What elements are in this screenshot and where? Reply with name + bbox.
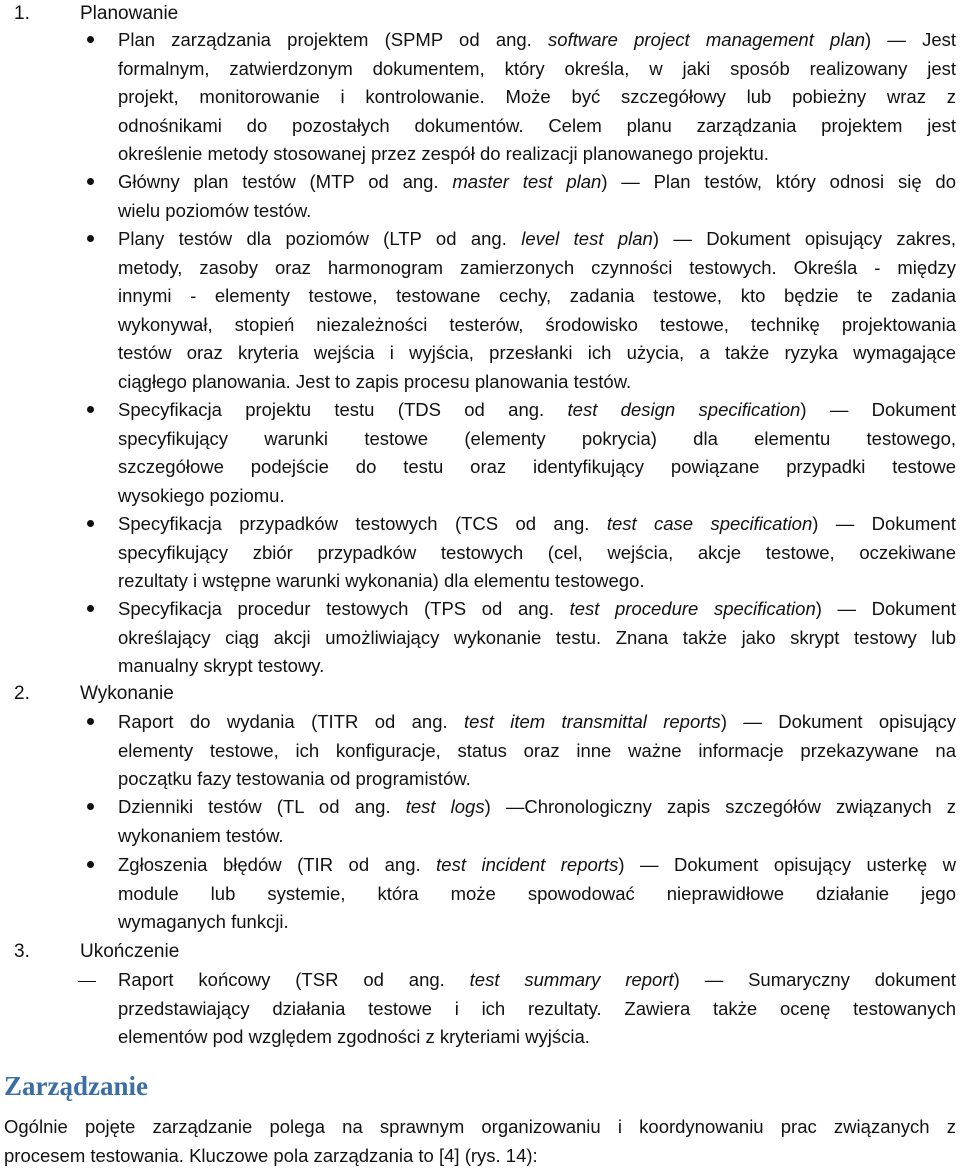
- text-segment: elementy testowe, ich konfiguracje, status oraz inne ważne informacje przekazywane na: [118, 739, 956, 761]
- list-item: [118, 595, 956, 681]
- text-segment: ) ― Jest: [865, 29, 957, 50]
- term-english: test case specification: [606, 513, 813, 534]
- list-item-line: [118, 851, 956, 880]
- list-item-line: [118, 254, 956, 283]
- list-item-line: [118, 822, 956, 851]
- text-segment: elementów pod względem zgodności z kryteriami wyjścia.: [118, 1026, 590, 1047]
- list-item: [118, 966, 956, 1052]
- text-segment: metody, zasoby oraz harmonogram zamierzonych czynności testowych. Określa - między: [118, 256, 956, 278]
- text-segment: wysokiego poziomu.: [118, 484, 285, 506]
- list-item-line: [118, 425, 956, 454]
- text-segment: ) ― Plan testów, który odnosi się do: [601, 171, 956, 192]
- section-title: Planowanie: [80, 3, 179, 24]
- list-item: [118, 26, 956, 169]
- term-english: test design specification: [567, 399, 801, 420]
- list-item-line: [118, 765, 956, 794]
- list-item-line: [118, 368, 956, 397]
- list-item-line: [118, 1023, 956, 1052]
- list-item: [118, 225, 956, 396]
- term-english: level test plan: [521, 228, 653, 249]
- list-item-line: [118, 624, 956, 653]
- term-english: test incident reports: [436, 854, 619, 875]
- text-segment: projekt, monitorowanie i kontrolowanie. Może być szczegółowy lub pobieżny wraz z: [118, 86, 956, 107]
- paragraph-line: procesem testowania. Kluczowe pola zarządzania to [4] (rys. 14):: [4, 1144, 538, 1166]
- list-item-line: [118, 793, 956, 822]
- term-english: test summary report: [469, 969, 674, 990]
- text-segment: określenie metody stosowanej przez zespół do realizacji planowanego projektu.: [118, 143, 769, 164]
- text-segment: formalnym, zatwierdzonym dokumentem, który określa, w jaki sposób realizowany jest: [118, 57, 956, 79]
- text-segment: ) ― Dokument: [815, 598, 956, 619]
- text-segment: ) ― Sumaryczny dokument: [673, 969, 956, 990]
- list-item-line: [118, 112, 956, 141]
- list-item-line: [118, 510, 956, 539]
- list-item-line: [118, 197, 956, 226]
- text-segment: innymi - elementy testowe, testowane cechy, zadania testowe, kto będzie te zadania: [118, 285, 956, 306]
- list-item: [118, 793, 956, 850]
- list-item-line: [118, 282, 956, 311]
- text-segment: ) ― Dokument: [800, 399, 956, 420]
- text-segment: specyfikujący warunki testowe (elementy pokrycia) dla elementu testowego,: [118, 427, 956, 449]
- text-segment: przedstawiający działania testowe i ich rezultaty. Zawiera także ocenę testowanych: [118, 997, 956, 1019]
- intro-paragraph: [4, 1112, 956, 1169]
- section-number: 3.: [14, 941, 30, 962]
- term-english: test procedure specification: [569, 598, 816, 619]
- bullet-icon: [83, 26, 97, 55]
- list-item-line: [118, 482, 956, 511]
- bullet-icon: [83, 708, 97, 737]
- text-segment: manualny skrypt testowy.: [118, 655, 325, 676]
- text-segment: wymaganych funkcji.: [118, 911, 289, 932]
- list-item: [118, 168, 956, 225]
- text-segment: ) ― Dokument: [812, 513, 956, 534]
- list-item-line: [118, 595, 956, 624]
- list-item-line: [118, 396, 956, 425]
- text-segment: Raport końcowy (TSR od ang.: [118, 969, 470, 990]
- list-item: [118, 851, 956, 937]
- text-segment: Specyfikacja przypadków testowych (TCS od ang.: [118, 513, 607, 534]
- list-item-line: [118, 225, 956, 254]
- paragraph-line: Ogólnie pojęte zarządzanie polega na sprawnym organizowaniu i koordynowaniu prac związanych z: [4, 1116, 956, 1137]
- term-english: software project management plan: [548, 29, 866, 50]
- text-segment: Główny plan testów (MTP od ang.: [118, 171, 453, 192]
- text-segment: początku fazy testowania od programistów.: [118, 768, 471, 789]
- section-planowanie: [14, 0, 178, 28]
- text-segment: wykonywał, stopień niezależności testerów, środowisko testowe, technikę projektowania: [118, 313, 956, 335]
- list-item-line: [118, 311, 956, 340]
- list-item-line: [118, 880, 956, 909]
- list-item-line: [118, 966, 956, 995]
- list-item-line: [118, 567, 956, 596]
- term-english: master test plan: [452, 171, 602, 192]
- section-number: 2.: [14, 683, 30, 704]
- list-item: [118, 510, 956, 596]
- list-item-line: [118, 453, 956, 482]
- text-segment: ) ―Chronologiczny zapis szczegółów związanych z: [484, 796, 956, 817]
- text-segment: szczegółowe podejście do testu oraz identyfikujący powiązane przypadki testowe: [118, 456, 956, 477]
- list-item-line: [118, 55, 956, 84]
- text-segment: specyfikujący zbiór przypadków testowych (cel, wejścia, akcje testowe, oczekiwane: [118, 541, 956, 563]
- list-item: [118, 708, 956, 794]
- section-number: 1.: [14, 3, 30, 24]
- list-item-line: [118, 140, 956, 169]
- section-wykonanie: [14, 680, 174, 708]
- bullet-icon: [83, 168, 97, 197]
- bullet-icon: [83, 595, 97, 624]
- text-segment: ciągłego planowania. Jest to zapis procesu planowania testów.: [118, 370, 632, 392]
- text-segment: Specyfikacja procedur testowych (TPS od ang.: [118, 598, 570, 619]
- dash-icon: [83, 966, 97, 995]
- text-segment: Raport do wydania (TITR od ang.: [118, 711, 465, 732]
- list-item: [118, 396, 956, 510]
- text-segment: Zgłoszenia błędów (TIR od ang.: [118, 854, 437, 875]
- text-segment: testów oraz kryteria wejścia i wyjścia, przesłanki ich użycia, a także ryzyka wymagające: [118, 342, 956, 363]
- section-ukonczenie: [14, 938, 179, 966]
- list-item-line: [118, 652, 956, 681]
- text-segment: wykonaniem testów.: [118, 824, 284, 846]
- list-item-line: [118, 26, 956, 55]
- list-item-line: [118, 708, 956, 737]
- text-segment: ) ― Dokument opisujący: [720, 711, 957, 732]
- list-item-line: [118, 83, 956, 112]
- bullet-icon: [83, 793, 97, 822]
- list-item-line: [118, 168, 956, 197]
- text-segment: odnośnikami do pozostałych dokumentów. Celem planu zarządzania projektem jest: [118, 114, 956, 136]
- heading-zarzadzanie: Zarządzanie: [4, 1071, 148, 1101]
- text-segment: rezultaty i wstępne warunki wykonania) dla elementu testowego.: [118, 570, 645, 591]
- text-segment: ) ― Dokument opisujący usterkę w: [618, 854, 956, 875]
- list-item-line: [118, 737, 956, 766]
- text-segment: ) ― Dokument opisujący zakres,: [652, 228, 956, 249]
- bullet-icon: [83, 851, 97, 880]
- text-segment: określający ciąg akcji umożliwiający wykonanie testu. Znana także jako skrypt testowy lub: [118, 626, 956, 648]
- list-item-line: [118, 339, 956, 368]
- list-item-line: [118, 908, 956, 937]
- term-english: test item transmittal reports: [464, 711, 721, 732]
- text-segment: module lub systemie, która może spowodować nieprawidłowe działanie jego: [118, 882, 956, 904]
- list-item-line: [118, 539, 956, 568]
- bullet-icon: [83, 225, 97, 254]
- text-segment: Plany testów dla poziomów (LTP od ang.: [118, 228, 522, 249]
- bullet-icon: [83, 396, 97, 425]
- term-english: test logs: [405, 796, 485, 817]
- text-segment: wielu poziomów testów.: [118, 199, 312, 221]
- bullet-icon: [83, 510, 97, 539]
- text-segment: Plan zarządzania projektem (SPMP od ang.: [118, 29, 549, 50]
- text-segment: Specyfikacja projektu testu (TDS od ang.: [118, 399, 568, 420]
- section-title: Wykonanie: [80, 683, 174, 704]
- section-title: Ukończenie: [80, 941, 180, 962]
- text-segment: Dzienniki testów (TL od ang.: [118, 796, 406, 817]
- list-item-line: [118, 995, 956, 1024]
